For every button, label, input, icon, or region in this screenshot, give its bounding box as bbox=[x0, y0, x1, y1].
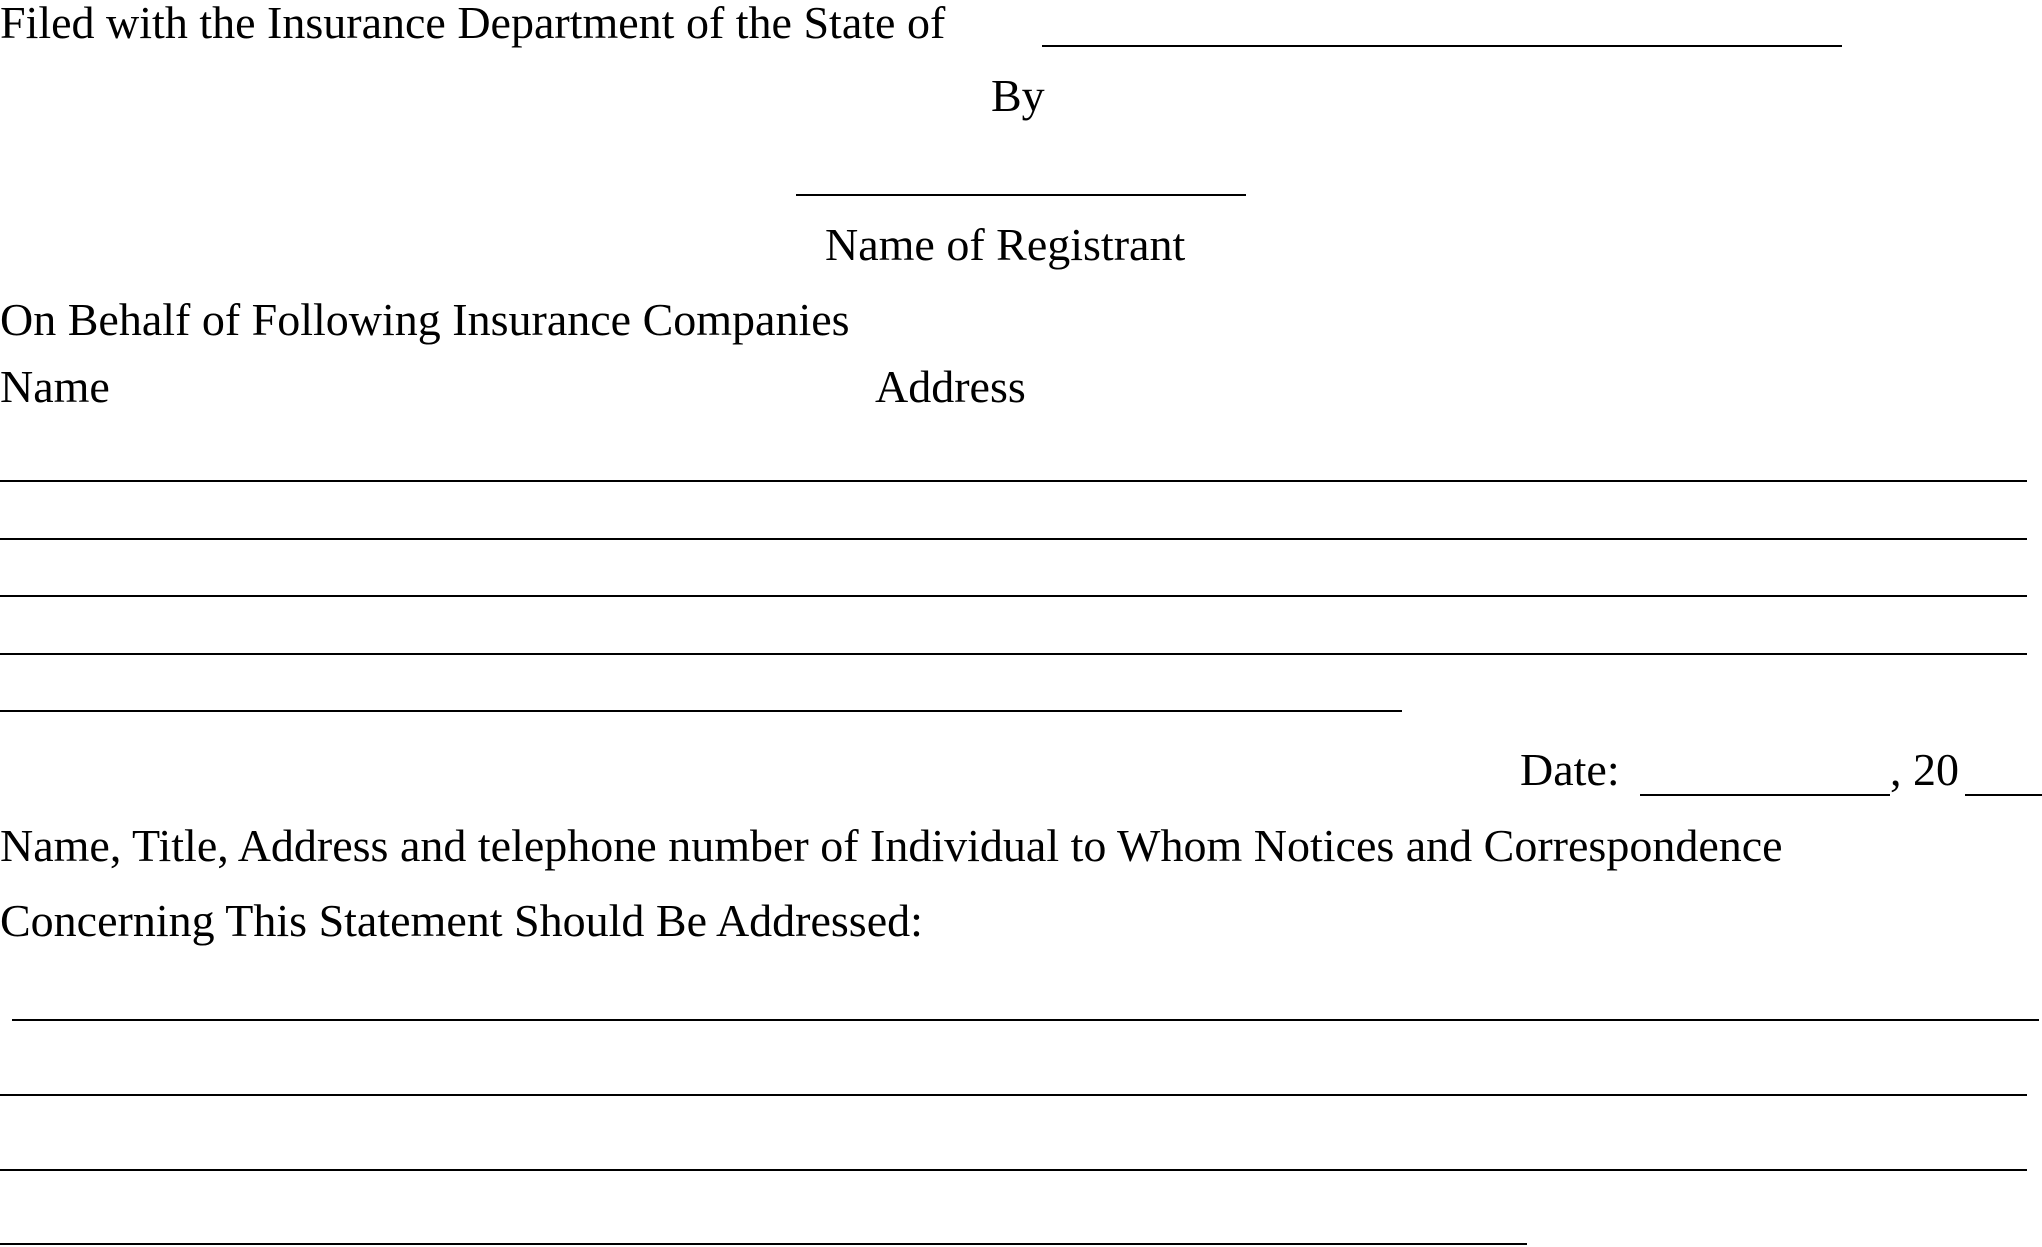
registrant-label: Name of Registrant bbox=[825, 219, 1186, 270]
company-line-1[interactable] bbox=[0, 480, 2027, 482]
date-year-field[interactable] bbox=[1965, 794, 2042, 796]
date-year-prefix: , 20 bbox=[1890, 744, 1959, 795]
company-line-5[interactable] bbox=[0, 710, 1402, 712]
company-line-3[interactable] bbox=[0, 595, 2027, 597]
by-label: By bbox=[991, 70, 1045, 121]
state-field[interactable] bbox=[1042, 45, 1842, 47]
on-behalf-label: On Behalf of Following Insurance Companies bbox=[0, 294, 850, 345]
address-column-header: Address bbox=[875, 361, 1026, 412]
notices-line-3[interactable] bbox=[0, 1169, 2027, 1171]
notices-label-line-2: Concerning This Statement Should Be Addressed: bbox=[0, 895, 923, 946]
name-column-header: Name bbox=[0, 361, 110, 412]
notices-line-1[interactable] bbox=[12, 1019, 2039, 1021]
notices-label-line-1: Name, Title, Address and telephone number of Individual to Whom Notices and Correspondence bbox=[0, 820, 1783, 871]
filed-with-label: Filed with the Insurance Department of the State of bbox=[0, 0, 946, 48]
date-field[interactable] bbox=[1640, 794, 1890, 796]
company-line-4[interactable] bbox=[0, 653, 2027, 655]
notices-line-2[interactable] bbox=[0, 1094, 2027, 1096]
date-label: Date: bbox=[1520, 744, 1620, 795]
company-line-2[interactable] bbox=[0, 538, 2027, 540]
notices-line-4[interactable] bbox=[0, 1243, 1527, 1245]
registrant-field[interactable] bbox=[796, 194, 1246, 196]
